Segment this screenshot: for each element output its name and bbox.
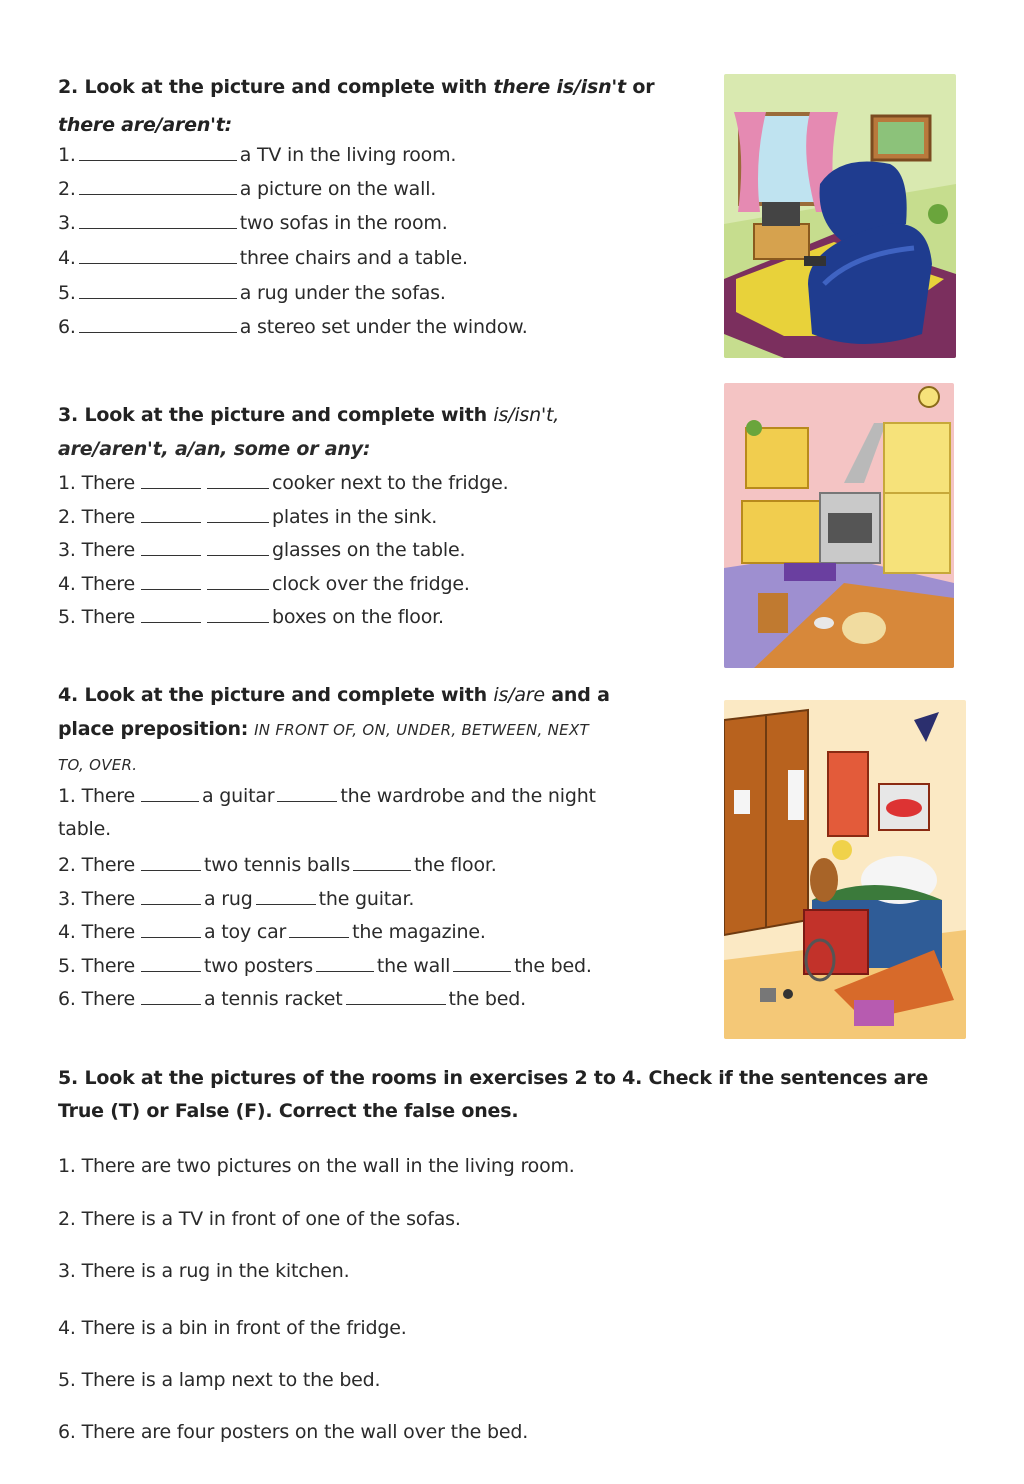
item-text: the guitar. <box>318 888 415 910</box>
answer-blank[interactable] <box>141 571 201 590</box>
ex4-item-cont: table. <box>58 818 111 840</box>
item-lead: 1. There <box>58 785 135 807</box>
answer-blank[interactable] <box>141 919 201 938</box>
ex5-item: 4. There is a bin in front of the fridge. <box>58 1317 407 1339</box>
answer-blank[interactable] <box>207 537 269 556</box>
item-number: 3. <box>58 212 76 234</box>
ex4-title-emphasis: is/are <box>493 684 545 706</box>
item-text: plates in the sink. <box>272 506 438 528</box>
item-text: cooker next to the fridge. <box>272 472 509 494</box>
item-lead: 1. There <box>58 472 135 494</box>
ex2-item <box>58 210 448 236</box>
ex4-item <box>58 783 596 809</box>
answer-blank[interactable] <box>207 470 269 489</box>
item-lead: 2. There <box>58 854 135 876</box>
ex5-title: 5. Look at the pictures of the rooms in exercises 2 to 4. Check if the sentences are <box>58 1067 929 1089</box>
item-number: 6. <box>58 316 76 338</box>
answer-blank[interactable] <box>289 919 349 938</box>
item-text: a toy car <box>204 921 287 943</box>
ex4-title-end: and a <box>544 684 610 706</box>
ex2-item <box>58 314 528 340</box>
ex5-item: 2. There is a TV in front of one of the sofas. <box>58 1208 461 1230</box>
item-number: 5. <box>58 282 76 304</box>
ex5-title-line2: True (T) or False (F). Correct the false ones. <box>58 1100 519 1122</box>
item-number: 2. <box>58 178 76 200</box>
ex4-title-text: 4. Look at the picture and complete with <box>58 684 494 706</box>
answer-blank[interactable] <box>79 245 237 264</box>
ex4-title-line2 <box>58 716 589 743</box>
answer-blank[interactable] <box>141 604 201 623</box>
ex2-item <box>58 245 468 271</box>
answer-blank[interactable] <box>207 604 269 623</box>
ex3-item <box>58 537 465 563</box>
item-text: a guitar <box>202 785 275 807</box>
prepositions-list: IN FRONT OF, ON, UNDER, BETWEEN, NEXT <box>254 721 589 739</box>
item-text: a TV in the living room. <box>239 144 457 166</box>
item-text: two tennis balls <box>204 854 351 876</box>
bedroom-illustration <box>724 700 966 1039</box>
ex5-item: 5. There is a lamp next to the bed. <box>58 1369 381 1391</box>
item-text: two posters <box>204 955 313 977</box>
ex2-title-text: 2. Look at the picture and complete with <box>58 76 494 98</box>
prepositions-list-cont: TO, OVER. <box>58 756 138 774</box>
ex3-title-emphasis: is/isn't, <box>493 404 560 426</box>
ex2-title-end: or <box>625 76 655 98</box>
item-lead: 2. There <box>58 506 135 528</box>
ex3-item <box>58 571 470 597</box>
ex4-title-line2-text: place preposition: <box>58 718 249 740</box>
item-lead: 6. There <box>58 988 135 1010</box>
ex4-title <box>58 682 610 708</box>
item-text: the floor. <box>414 854 497 876</box>
ex3-title-line2: are/aren't, a/an, some or any: <box>58 438 371 460</box>
ex2-item <box>58 280 446 306</box>
answer-blank[interactable] <box>79 280 237 299</box>
answer-blank[interactable] <box>141 783 199 802</box>
ex2-item <box>58 176 436 202</box>
ex2-title-line2: there are/aren't: <box>58 114 233 136</box>
answer-blank[interactable] <box>141 953 201 972</box>
ex4-item <box>58 886 414 912</box>
answer-blank[interactable] <box>141 537 201 556</box>
ex5-item: 6. There are four posters on the wall over the bed. <box>58 1421 529 1443</box>
item-number: 4. <box>58 247 76 269</box>
answer-blank[interactable] <box>79 314 237 333</box>
ex3-item <box>58 470 508 496</box>
item-text: the bed. <box>514 955 592 977</box>
item-text: the wall <box>376 955 451 977</box>
item-text: two sofas in the room. <box>239 212 448 234</box>
kitchen-illustration <box>724 383 954 668</box>
answer-blank[interactable] <box>141 504 201 523</box>
item-text: a rug under the sofas. <box>239 282 446 304</box>
item-lead: 3. There <box>58 539 135 561</box>
ex4-item <box>58 919 486 945</box>
item-lead: 3. There <box>58 888 135 910</box>
item-lead: 5. There <box>58 606 135 628</box>
item-text: boxes on the floor. <box>272 606 444 628</box>
answer-blank[interactable] <box>256 886 316 905</box>
ex5-item: 3. There is a rug in the kitchen. <box>58 1260 350 1282</box>
item-text: the bed. <box>448 988 526 1010</box>
answer-blank[interactable] <box>141 886 201 905</box>
item-text: a stereo set under the window. <box>239 316 528 338</box>
answer-blank[interactable] <box>141 852 201 871</box>
answer-blank[interactable] <box>79 176 237 195</box>
ex2-title <box>58 74 654 100</box>
answer-blank[interactable] <box>141 470 201 489</box>
item-text: a picture on the wall. <box>239 178 437 200</box>
ex4-item <box>58 953 592 979</box>
answer-blank[interactable] <box>353 852 411 871</box>
item-lead: 5. There <box>58 955 135 977</box>
item-text: the magazine. <box>352 921 486 943</box>
ex3-item <box>58 604 444 630</box>
item-number: 1. <box>58 144 76 166</box>
ex4-item <box>58 986 526 1012</box>
answer-blank[interactable] <box>453 953 511 972</box>
answer-blank[interactable] <box>79 210 237 229</box>
ex2-item <box>58 142 456 168</box>
item-text: glasses on the table. <box>272 539 466 561</box>
item-lead: 4. There <box>58 921 135 943</box>
ex2-title-emphasis: there is/isn't <box>493 76 626 98</box>
answer-blank[interactable] <box>277 783 337 802</box>
item-text: three chairs and a table. <box>239 247 468 269</box>
item-text: the wardrobe and the night <box>340 785 596 807</box>
item-text: a tennis racket <box>204 988 343 1010</box>
ex3-title <box>58 402 559 428</box>
answer-blank[interactable] <box>346 986 446 1005</box>
answer-blank[interactable] <box>141 986 201 1005</box>
answer-blank[interactable] <box>79 142 237 161</box>
item-lead: 4. There <box>58 573 135 595</box>
living-room-illustration <box>724 74 956 358</box>
answer-blank[interactable] <box>207 571 269 590</box>
ex3-title-text: 3. Look at the picture and complete with <box>58 404 494 426</box>
answer-blank[interactable] <box>316 953 374 972</box>
item-text: clock over the fridge. <box>272 573 470 595</box>
item-text: a rug <box>204 888 253 910</box>
ex3-item <box>58 504 437 530</box>
ex4-item <box>58 852 497 878</box>
ex5-item: 1. There are two pictures on the wall in the living room. <box>58 1155 575 1177</box>
answer-blank[interactable] <box>207 504 269 523</box>
